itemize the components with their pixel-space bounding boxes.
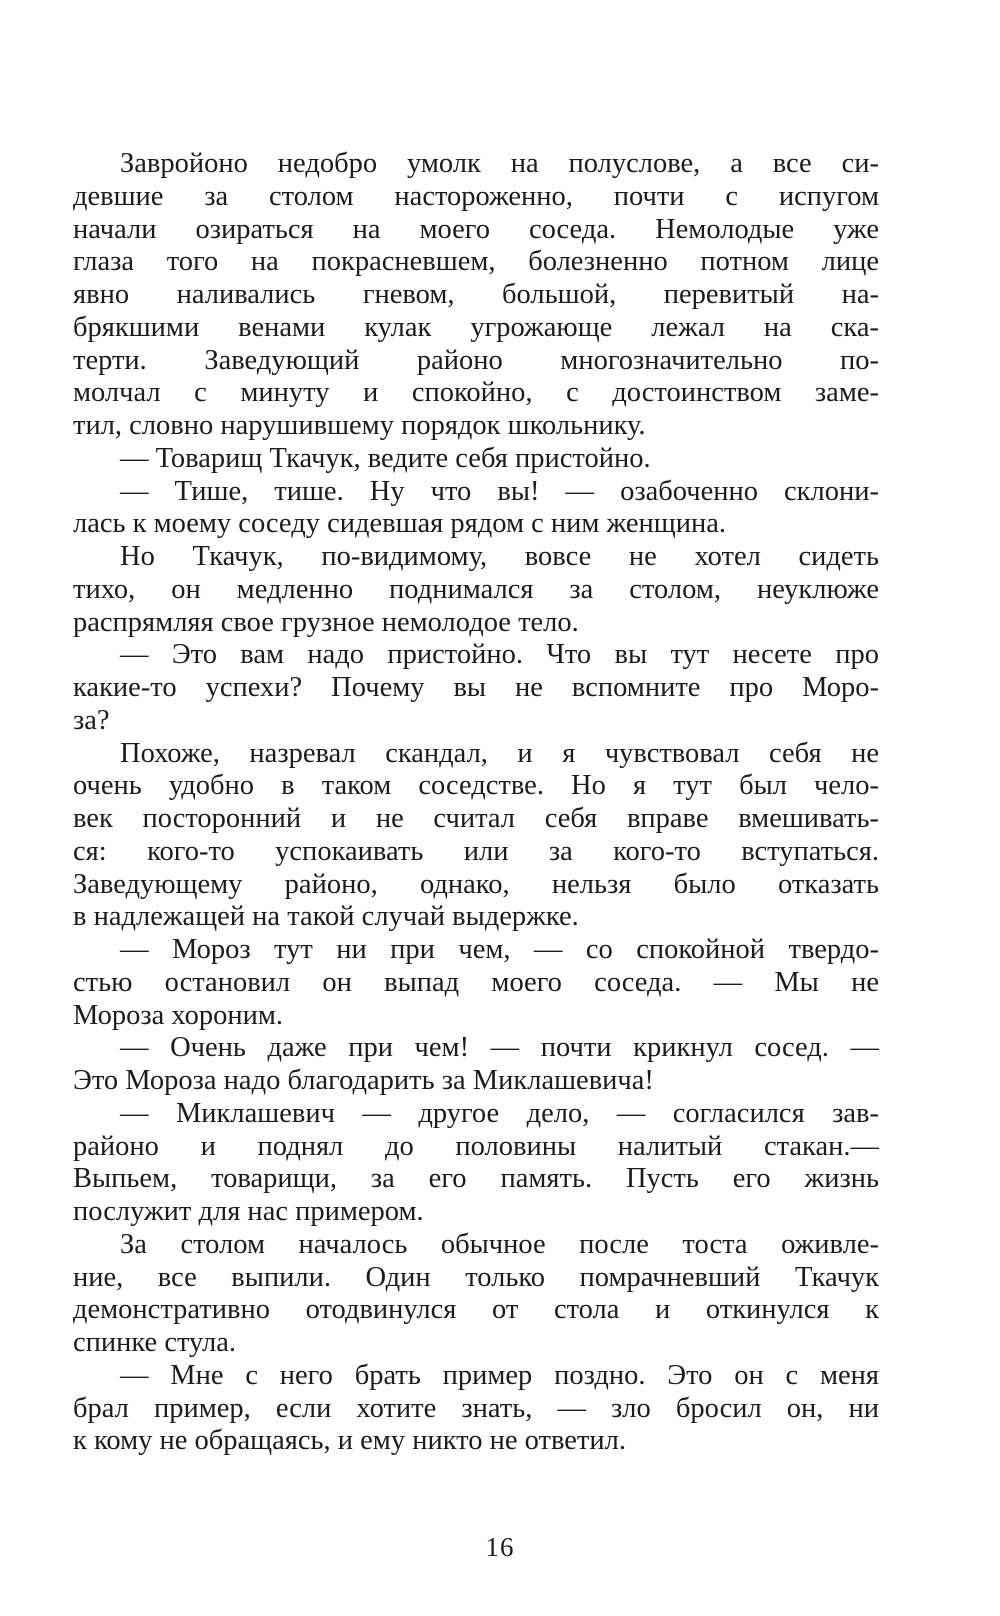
text-line: Выпьем, товарищи, за его память. Пусть его жизнь — [73, 1163, 879, 1195]
text-line: Похоже, назревал скандал, и я чувствовал себя не — [120, 737, 879, 769]
paragraph — [73, 1098, 879, 1229]
text-line: — Тише, тише. Ну что вы! — озабоченно склони- — [120, 475, 879, 507]
text-line: явно наливались гневом, большой, перевитый на- — [73, 279, 879, 310]
text-line: брякшими венами кулак угрожающе лежал на ска- — [73, 311, 879, 343]
text-line: брал пример, если хотите знать, — зло бросил он, ни — [73, 1392, 879, 1424]
text-line: к кому не обращаясь, и ему никто не ответил. — [73, 1425, 626, 1457]
text-line: начали озираться на моего соседа. Немолодые уже — [73, 213, 879, 245]
text-line: какие-то успехи? Почему вы не вспомните про Моро- — [73, 672, 879, 703]
text-line: За столом началось обычное после тоста оживле- — [120, 1228, 879, 1260]
text-line: — Это вам надо пристойно. Что вы тут несете про — [120, 639, 879, 671]
text-line: тихо, он медленно поднимался за столом, неуклюже — [73, 573, 879, 605]
text-line: стью остановил он выпад моего соседа. — Мы не — [73, 966, 879, 998]
text-line: девшие за столом настороженно, почти с испугом — [73, 180, 879, 212]
text-line: — Мороз тут ни при чем, — со спокойной твердо- — [120, 934, 879, 965]
text-line: Заведующему районо, однако, нельзя было отказать — [73, 868, 879, 900]
text-line: послужит для нас примером. — [73, 1196, 424, 1227]
page-number: 16 — [485, 1532, 515, 1562]
text-line: — Мне с него брать пример поздно. Это он с меня — [120, 1359, 879, 1391]
text-line: — Товарищ Ткачук, ведите себя пристойно. — [120, 442, 651, 474]
text-line: — Очень даже при чем! — почти крикнул сосед. — — [120, 1032, 879, 1064]
text-line: Мороза хороним. — [73, 999, 283, 1031]
text-line: Но Ткачук, по-видимому, вовсе не хотел сидеть — [120, 541, 879, 572]
text-line: Это Мороза надо благодарить за Миклашевича! — [73, 1065, 654, 1096]
text-line: районо и поднял до половины налитый стакан.— — [73, 1130, 879, 1162]
text-line: демонстративно отодвинулся от стола и откинулся к — [73, 1294, 879, 1326]
text-line: за? — [73, 704, 110, 736]
text-line: распрямляя свое грузное немолодое тело. — [73, 606, 579, 638]
paragraph — [73, 639, 879, 737]
text-line: тил, словно нарушившему порядок школьнику. — [73, 410, 646, 441]
text-line: Завройоно недобро умолк на полуслове, а все си- — [120, 148, 879, 179]
paragraph — [73, 1360, 879, 1458]
paragraph — [73, 1229, 879, 1360]
text-line: очень удобно в таком соседстве. Но я тут был чело- — [73, 770, 879, 802]
page-body — [73, 148, 879, 1458]
text-line: спинке стула. — [73, 1327, 237, 1358]
text-line: ние, все выпили. Один только помрачневший Ткачук — [73, 1261, 879, 1293]
paragraph — [73, 476, 879, 542]
text-line: глаза того на покрасневшем, болезненно потном лице — [73, 246, 879, 278]
text-line: век посторонний и не считал себя вправе вмешивать- — [73, 803, 879, 834]
paragraph — [73, 443, 879, 476]
paragraph — [73, 541, 879, 639]
text-line: — Миклашевич — другое дело, — согласился зав- — [120, 1097, 879, 1129]
paragraph — [73, 934, 879, 1032]
paragraph — [73, 1032, 879, 1098]
text-line: лась к моему соседу сидевшая рядом с ним женщина. — [73, 508, 727, 540]
paragraph — [73, 738, 879, 935]
text-line: ся: кого-то успокаивать или за кого-то вступаться. — [73, 835, 879, 867]
paragraph — [73, 148, 879, 443]
text-line: в надлежащей на такой случай выдержке. — [73, 901, 579, 933]
text-line: терти. Заведующий районо многозначительно по- — [73, 344, 879, 376]
text-line: молчал с минуту и спокойно, с достоинством заме- — [73, 377, 879, 409]
